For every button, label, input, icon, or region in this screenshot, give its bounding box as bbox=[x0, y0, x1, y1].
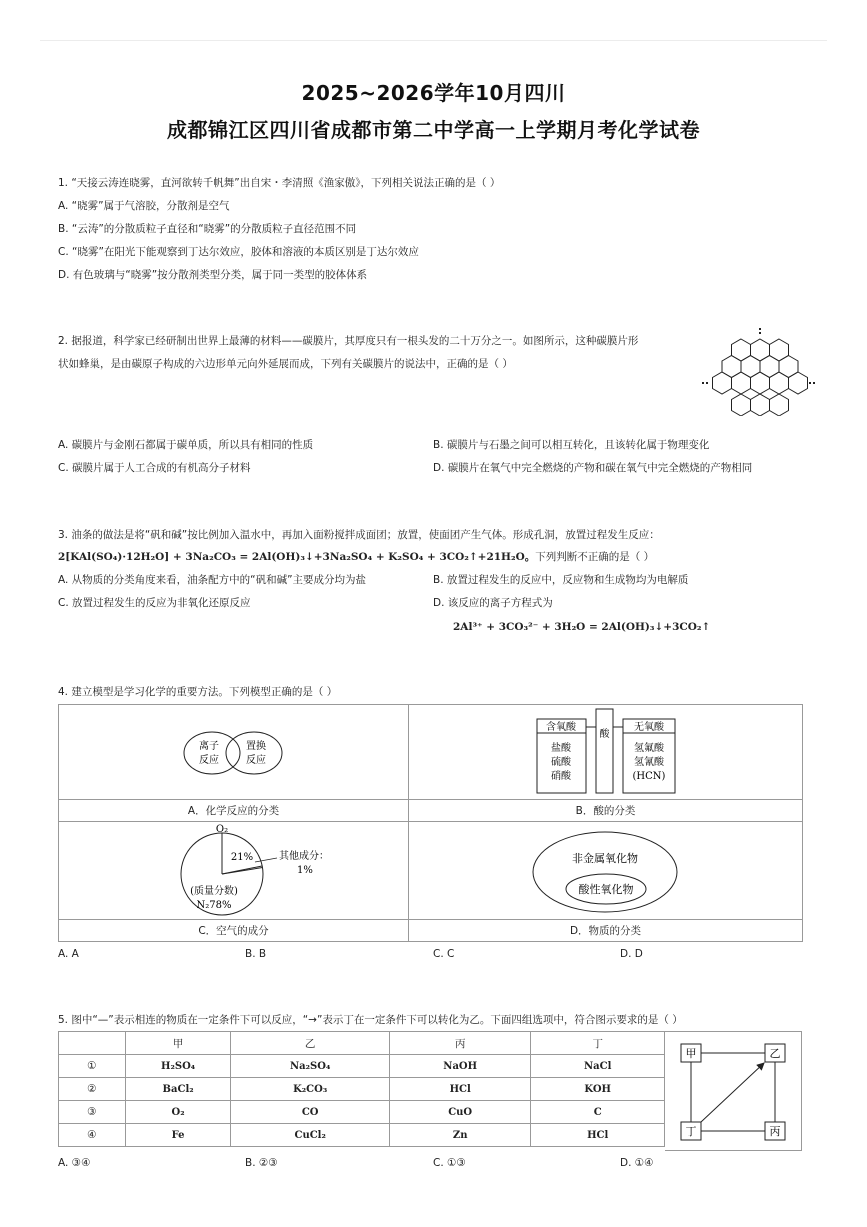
q4-option-c[interactable]: C. C bbox=[433, 948, 455, 960]
nonmetal-oxide-label: 非金属氧化物 bbox=[572, 852, 638, 865]
o2-label: O₂ bbox=[215, 824, 229, 835]
q1-option-c[interactable]: C. “晓雾”在阳光下能观察到丁达尔效应，胶体和溶液的本质区别是丁达尔效应 bbox=[58, 246, 419, 258]
q4-model-table bbox=[58, 704, 803, 942]
q5-option-d[interactable]: D. ①④ bbox=[620, 1157, 654, 1169]
q5-cell: Zn bbox=[389, 1124, 531, 1147]
q5-cell: NaCl bbox=[531, 1055, 665, 1078]
non-oxyacid-label: 无氧酸 bbox=[634, 722, 664, 733]
q5-cell: KOH bbox=[531, 1078, 665, 1101]
q5-relation-figure-frame bbox=[665, 1031, 802, 1151]
q4-option-b[interactable]: B. B bbox=[245, 948, 267, 960]
q5-header-cell: 丙 bbox=[389, 1032, 531, 1055]
non-oxyacid-item: 氢氰酸 bbox=[634, 757, 664, 768]
q3-option-d-equation: 2Al³⁺ + 3CO₃²⁻ + 3H₂O = 2Al(OH)₃↓+3CO₂↑ bbox=[453, 621, 711, 633]
q3-option-b[interactable]: B. 放置过程发生的反应中，反应物和生成物均为电解质 bbox=[433, 574, 689, 586]
q3-equation: 2[KAl(SO₄)·12H₂O] + 3Na₂CO₃ = 2Al(OH)₃↓+3Na₂SO₄ + K₂SO₄ + 3CO₂↑+21H₂O。 bbox=[58, 551, 536, 563]
q5-header-cell: 丁 bbox=[531, 1032, 665, 1055]
n2-percent: N₂78% bbox=[196, 900, 232, 911]
q5-row-label: ① bbox=[59, 1055, 126, 1078]
q5-cell: C bbox=[531, 1101, 665, 1124]
node-ding: 丁 bbox=[685, 1125, 697, 1138]
air-composition-pie bbox=[59, 822, 408, 919]
q1-option-b[interactable]: B. “云涛”的分散质粒子直径和“晓雾”的分散质粒子直径范围不同 bbox=[58, 223, 357, 235]
q4-caption-a: A．化学反应的分类 bbox=[59, 800, 409, 822]
q3-stem-tail: 下列判断不正确的是（ ） bbox=[535, 551, 655, 563]
q5-row-label: ③ bbox=[59, 1101, 126, 1124]
q5-cell: K₂CO₃ bbox=[231, 1078, 389, 1101]
q3-stem-line1: 3. 油条的做法是将“矾和碱”按比例加入温水中，再加入面粉搅拌成面团；放置，使面团产生气体。形成孔洞，放置过程发生反应： bbox=[58, 529, 660, 541]
q5-cell: CO bbox=[231, 1101, 389, 1124]
q5-header-cell bbox=[59, 1032, 126, 1055]
q3-option-d[interactable]: D. 该反应的离子方程式为 bbox=[433, 597, 553, 609]
paper-title-line2: 成都锦江区四川省成都市第二中学高一上学期月考化学试卷 bbox=[167, 118, 700, 142]
q4-option-d[interactable]: D. D bbox=[620, 948, 643, 960]
q5-cell: BaCl₂ bbox=[125, 1078, 231, 1101]
q4-cell-d-figure bbox=[409, 822, 803, 920]
q4-stem: 4. 建立模型是学习化学的重要方法。下列模型正确的是（ ） bbox=[58, 686, 338, 698]
q2-option-d[interactable]: D. 碳膜片在氧气中完全燃烧的产物和碳在氧气中完全燃烧的产物相同 bbox=[433, 462, 753, 474]
q5-cell: Na₂SO₄ bbox=[231, 1055, 389, 1078]
q5-cell: CuO bbox=[389, 1101, 531, 1124]
q1-stem: 1. “天接云涛连晓雾，直河欲转千帆舞”出自宋・李清照《渔家傲》，下列相关说法正确的是（ ） bbox=[58, 177, 501, 189]
oxyacid-item: 硫酸 bbox=[551, 757, 571, 768]
q5-row-label: ④ bbox=[59, 1124, 126, 1147]
oxyacid-item: 盐酸 bbox=[551, 743, 571, 754]
q3-option-c[interactable]: C. 放置过程发生的反应为非氧化还原反应 bbox=[58, 597, 251, 609]
oxide-classification-figure bbox=[409, 822, 802, 919]
q5-cell: HCl bbox=[531, 1124, 665, 1147]
q4-caption-b: B．酸的分类 bbox=[409, 800, 803, 822]
node-jia: 甲 bbox=[685, 1047, 697, 1060]
acid-label: 酸 bbox=[599, 729, 610, 740]
node-yi: 乙 bbox=[769, 1047, 781, 1060]
non-oxyacid-item: (HCN) bbox=[632, 771, 666, 782]
q4-caption-c: C．空气的成分 bbox=[59, 920, 409, 942]
q4-cell-a-figure bbox=[59, 705, 409, 800]
acidic-oxide-label: 酸性氧化物 bbox=[578, 883, 634, 896]
other-components-label: 其他成分： bbox=[279, 851, 329, 862]
q3-option-a[interactable]: A. 从物质的分类角度来看，油条配方中的“矾和碱”主要成分均为盐 bbox=[58, 574, 367, 586]
venn-left-label-1: 离子 bbox=[199, 741, 219, 752]
q1-option-a[interactable]: A. “晓雾”属于气溶胶，分散剂是空气 bbox=[58, 200, 230, 212]
q1-option-d[interactable]: D. 有色玻璃与“晓雾”按分散剂类型分类，属于同一类型的胶体体系 bbox=[58, 269, 368, 281]
q5-stem: 5. 图中“—”表示相连的物质在一定条件下可以反应，“→”表示丁在一定条件下可以转化为乙。下面四组选项中，符合图示要求的是（ ） bbox=[58, 1014, 683, 1026]
venn-right-label-2: 反应 bbox=[246, 755, 266, 766]
q5-option-c[interactable]: C. ①③ bbox=[433, 1157, 466, 1169]
q5-cell: CuCl₂ bbox=[231, 1124, 389, 1147]
other-percent: 1% bbox=[297, 865, 313, 876]
q5-row-label: ② bbox=[59, 1078, 126, 1101]
node-bing: 丙 bbox=[769, 1125, 781, 1138]
venn-reaction-figure bbox=[59, 705, 408, 799]
q2-option-c[interactable]: C. 碳膜片属于人工合成的有机高分子材料 bbox=[58, 462, 251, 474]
paper-title-line1: 2025~2026学年10月四川 bbox=[301, 81, 566, 105]
o2-percent: 21% bbox=[230, 852, 254, 863]
venn-right-label-1: 置换 bbox=[246, 741, 266, 752]
q5-cell: O₂ bbox=[125, 1101, 231, 1124]
q2-stem-line2: 状如蜂巢，是由碳原子构成的六边形单元向外延展而成，下列有关碳膜片的说法中，正确的是（ ） bbox=[58, 358, 513, 370]
q2-option-a[interactable]: A. 碳膜片与金刚石都属于碳单质，所以具有相同的性质 bbox=[58, 439, 314, 451]
oxyacid-item: 硝酸 bbox=[551, 771, 571, 782]
q2-stem-line1: 2. 据报道，科学家已经研制出世界上最薄的材料——碳膜片，其厚度只有一根头发的二十万分之一。如图所示，这种碳膜片形 bbox=[58, 335, 639, 347]
q5-substance-table bbox=[58, 1031, 665, 1147]
q5-cell: Fe bbox=[125, 1124, 231, 1147]
q5-cell: H₂SO₄ bbox=[125, 1055, 231, 1078]
q5-cell: HCl bbox=[389, 1078, 531, 1101]
q4-option-a[interactable]: A. A bbox=[58, 948, 79, 960]
non-oxyacid-item: 氢氟酸 bbox=[634, 743, 664, 754]
oxyacid-label: 含氧酸 bbox=[546, 722, 576, 733]
q5-relation-diagram bbox=[665, 1032, 801, 1150]
mass-fraction-label: (质量分数) bbox=[190, 886, 238, 897]
q4-cell-b-figure bbox=[409, 705, 803, 800]
q2-option-b[interactable]: B. 碳膜片与石墨之间可以相互转化，且该转化属于物理变化 bbox=[433, 439, 710, 451]
q5-option-b[interactable]: B. ②③ bbox=[245, 1157, 278, 1169]
honeycomb-figure bbox=[700, 326, 815, 416]
q5-cell: NaOH bbox=[389, 1055, 531, 1078]
acid-classification-figure bbox=[409, 705, 802, 799]
q4-caption-d: D．物质的分类 bbox=[409, 920, 803, 942]
top-rule bbox=[40, 40, 827, 41]
q5-header-cell: 乙 bbox=[231, 1032, 389, 1055]
venn-left-label-2: 反应 bbox=[199, 755, 219, 766]
q5-header-cell: 甲 bbox=[125, 1032, 231, 1055]
q5-option-a[interactable]: A. ③④ bbox=[58, 1157, 91, 1169]
q4-cell-c-figure bbox=[59, 822, 409, 920]
